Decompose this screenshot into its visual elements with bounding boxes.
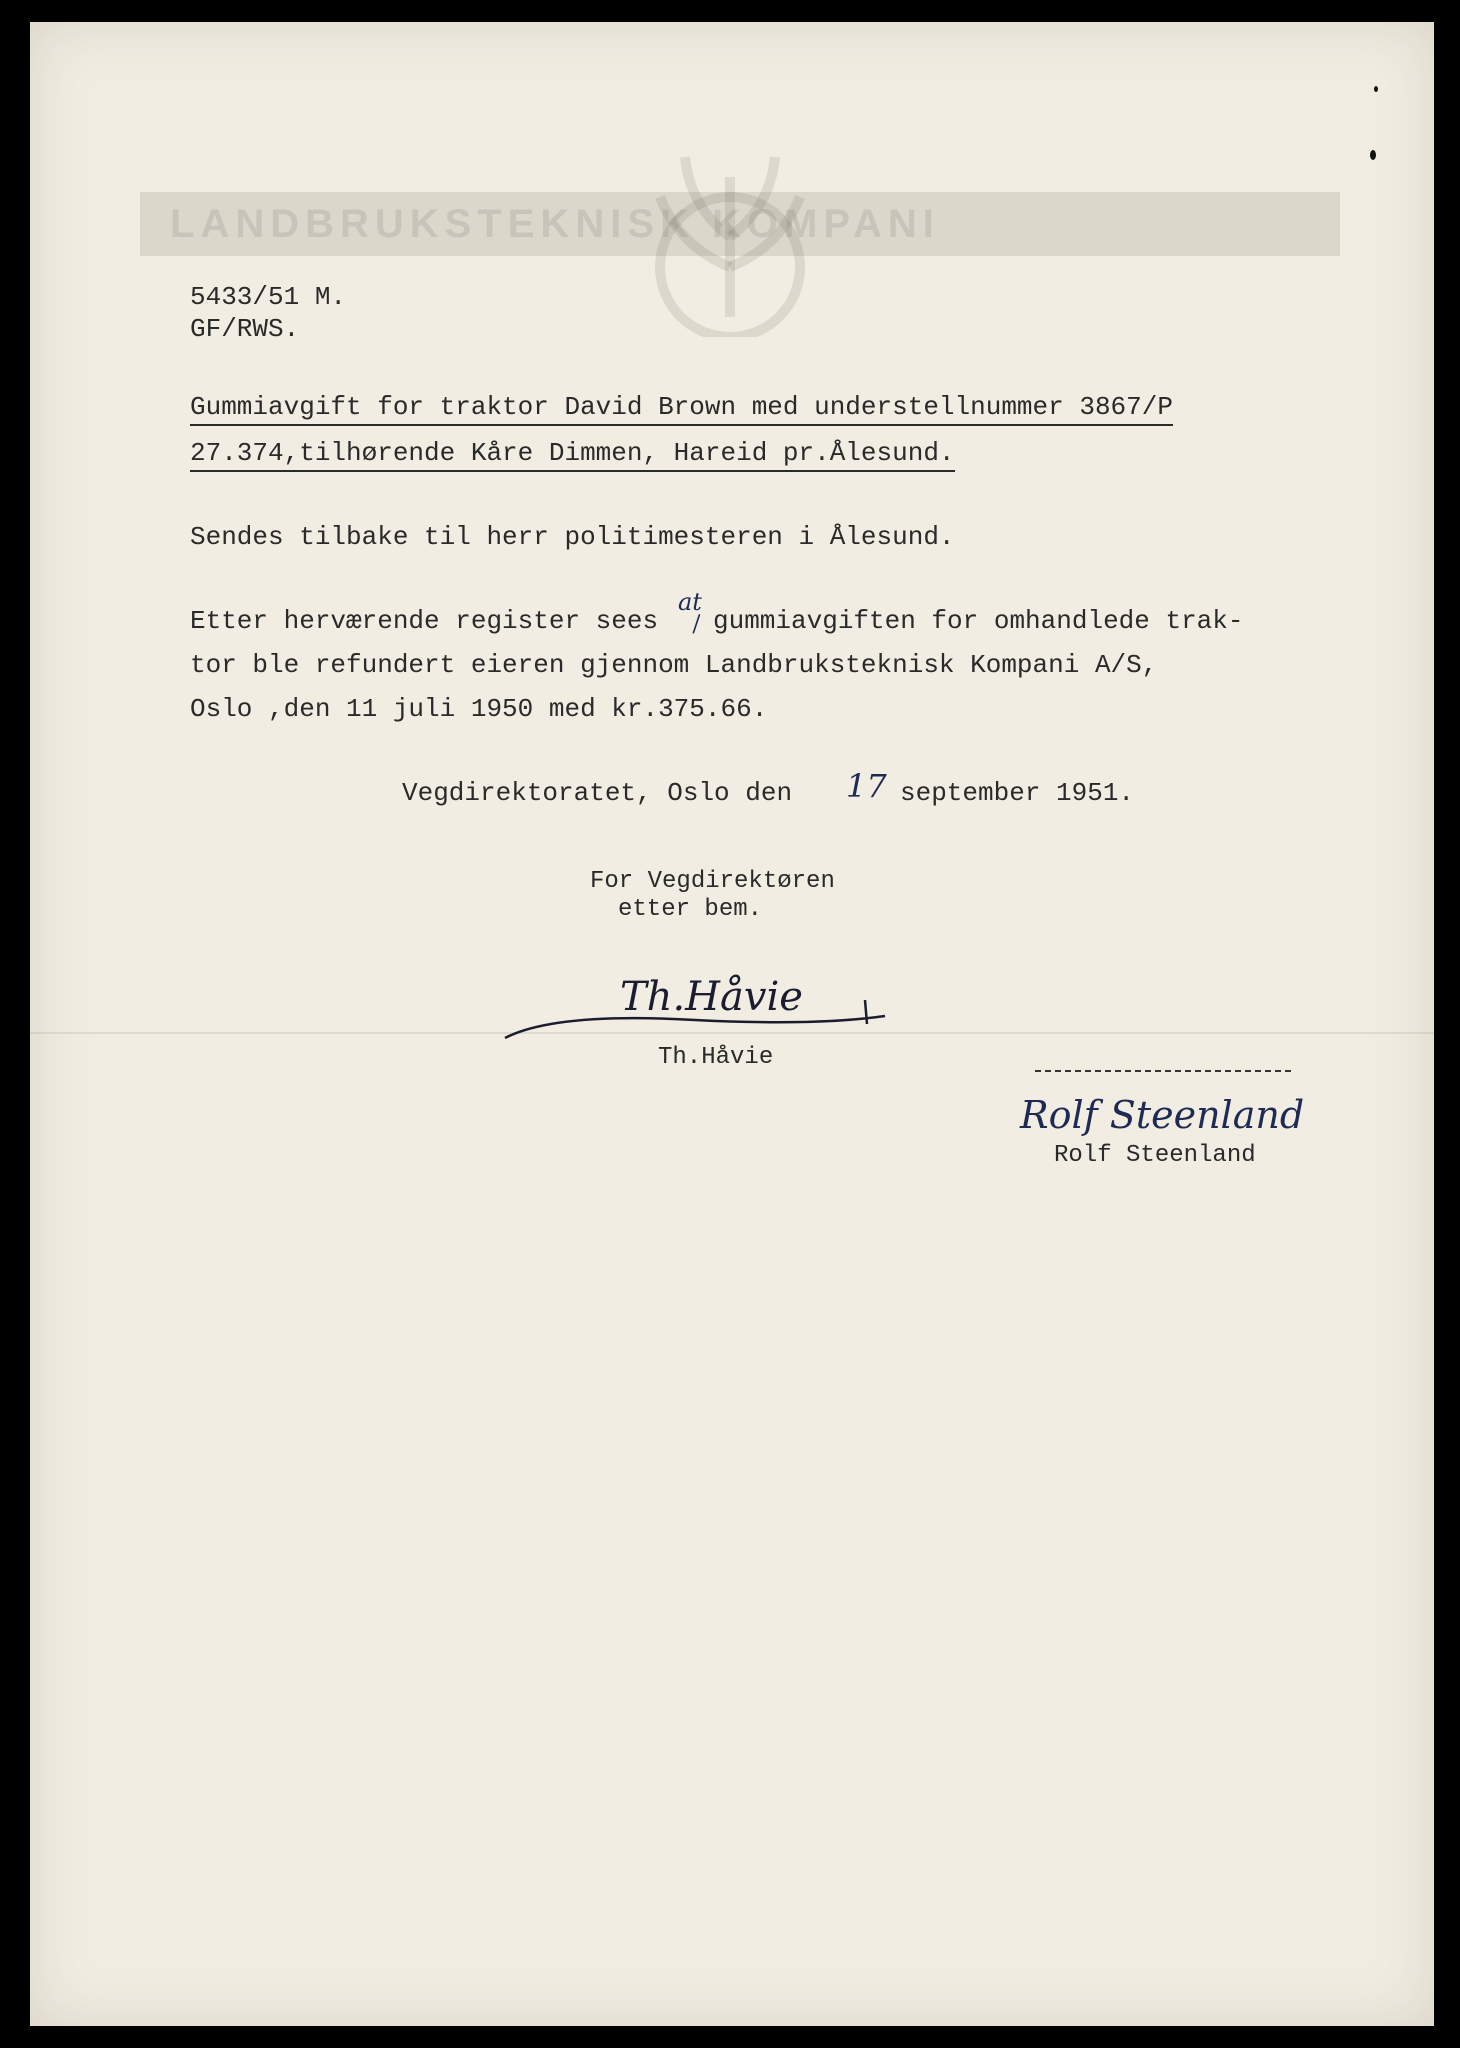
dateline-day: 17: [846, 767, 887, 805]
signature-1-flourish: [495, 990, 895, 1050]
signature-1-script: Th.Håvie: [620, 974, 803, 1020]
signature-2-dashed-line: [1035, 1068, 1295, 1074]
subject-line-1: Gummiavgift for traktor David Brown med understellnummer 3867/P: [190, 394, 1173, 426]
paragraph-line-1a: Etter herværende register sees: [190, 606, 659, 636]
signer-2-name: Rolf Steenland: [1054, 1142, 1256, 1169]
handwritten-insert-at: at: [678, 588, 702, 616]
signer-1-name: Th.Håvie: [658, 1044, 774, 1071]
return-instruction: Sendes tilbake til herr politimesteren i Ålesund.: [190, 522, 955, 552]
signoff-line-2: etter bem.: [618, 896, 763, 923]
ink-speck: [1370, 150, 1376, 160]
ink-speck: [1374, 86, 1378, 92]
paragraph-line-3: Oslo ,den 11 juli 1950 med kr.375.66.: [190, 694, 768, 724]
signoff-line-1: For Vegdirektøren: [590, 868, 835, 895]
dateline-suffix: september 1951.: [900, 778, 1135, 808]
letterhead-showthrough-text: LANDBRUKSTEKNISK KOMPANI: [170, 202, 940, 246]
signature-2-script: Rolf Steenland: [1020, 1093, 1305, 1137]
dateline-prefix: Vegdirektoratet, Oslo den: [402, 778, 793, 808]
document-page: [30, 22, 1434, 2026]
reference-initials: GF/RWS.: [190, 314, 300, 344]
paragraph-line-2: tor ble refundert eieren gjennom Landbruksteknisk Kompani A/S,: [190, 650, 1158, 680]
paragraph-line-1b: gummiavgiften for omhandlede trak-: [713, 606, 1244, 636]
reference-number: 5433/51 M.: [190, 282, 347, 312]
insert-caret-mark: [690, 608, 706, 638]
subject-line-2: 27.374,tilhørende Kåre Dimmen, Hareid pr.Ålesund.: [190, 440, 955, 472]
